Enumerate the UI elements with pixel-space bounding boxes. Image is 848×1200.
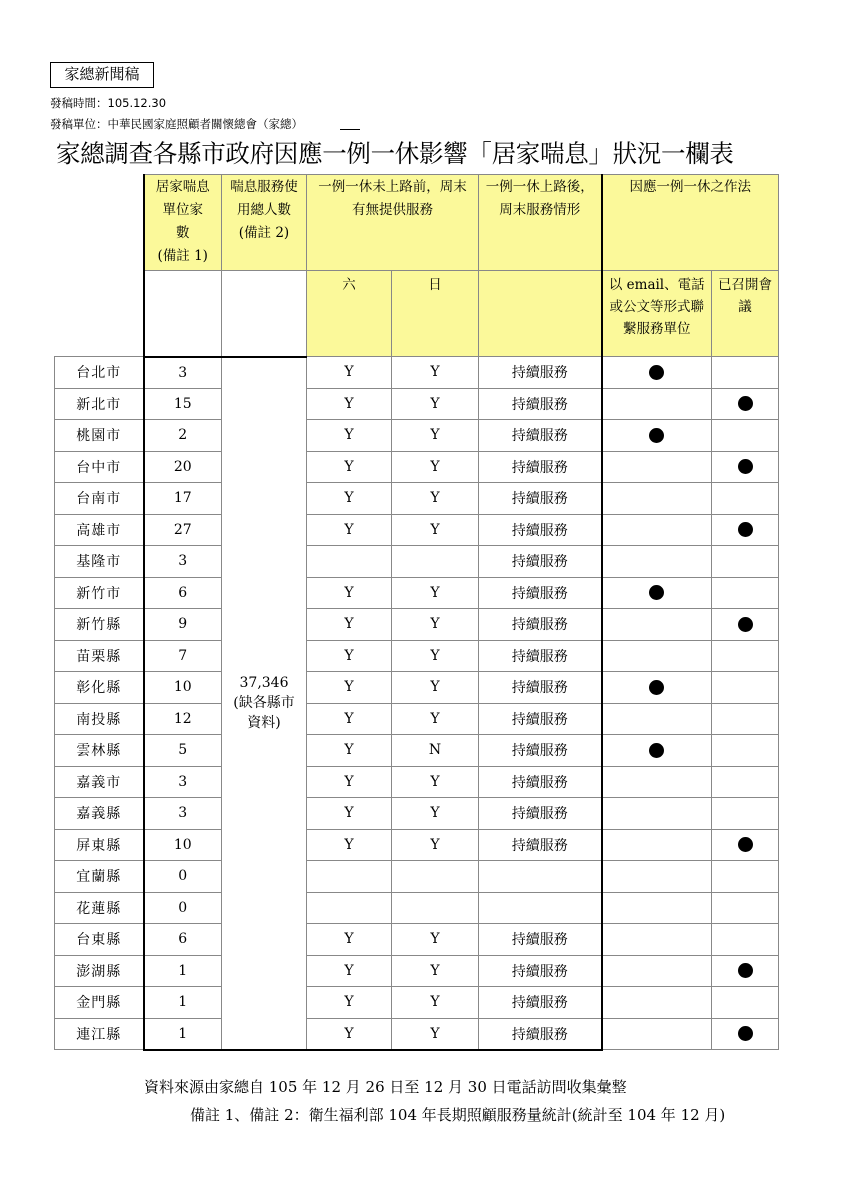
sunday-service: Y xyxy=(392,829,479,861)
meeting-cell xyxy=(712,924,779,956)
notify-cell xyxy=(602,483,712,515)
unit-count: 0 xyxy=(144,861,222,893)
issuer: 發稿單位：中華民國家庭照顧者關懷總會（家總） xyxy=(50,117,303,131)
unit-count: 6 xyxy=(144,924,222,956)
sunday-service: Y xyxy=(392,388,479,420)
header-users-total: 喘息服務使 用總人數 (備註 2) xyxy=(222,175,307,271)
after-service: 持續服務 xyxy=(479,483,602,515)
meeting-cell xyxy=(712,829,779,861)
unit-count: 10 xyxy=(144,829,222,861)
footer-source: 資料來源由家總自 105 年 12 月 26 日至 12 月 30 日電話訪問收集彙整 xyxy=(144,1078,627,1096)
after-service: 持續服務 xyxy=(479,357,602,389)
after-service: 持續服務 xyxy=(479,451,602,483)
header-after-sub xyxy=(479,271,602,357)
sunday-service: Y xyxy=(392,640,479,672)
unit-count: 3 xyxy=(144,798,222,830)
meeting-cell xyxy=(712,861,779,893)
bullet-dot-icon xyxy=(649,743,664,758)
saturday-service: Y xyxy=(307,514,392,546)
table-row xyxy=(55,861,779,893)
notify-cell xyxy=(602,577,712,609)
saturday-service: Y xyxy=(307,1018,392,1050)
after-service: 持續服務 xyxy=(479,420,602,452)
city-name: 基隆市 xyxy=(55,546,144,578)
saturday-service: Y xyxy=(307,640,392,672)
users-total-note-2: 資料) xyxy=(247,715,281,731)
table-row xyxy=(55,1018,779,1050)
users-total-note: (缺各縣市 xyxy=(233,695,295,711)
unit-count: 2 xyxy=(144,420,222,452)
city-name: 台中市 xyxy=(55,451,144,483)
table-row xyxy=(55,987,779,1019)
notify-cell xyxy=(602,955,712,987)
after-service xyxy=(479,861,602,893)
notify-cell xyxy=(602,798,712,830)
header-users-total-sub xyxy=(222,271,307,357)
after-service xyxy=(479,892,602,924)
table-row xyxy=(55,703,779,735)
notify-cell xyxy=(602,420,712,452)
press-release-tag: 家總新聞稿 xyxy=(50,62,154,88)
table-row xyxy=(55,357,779,389)
sunday-service xyxy=(392,892,479,924)
saturday-service: Y xyxy=(307,735,392,767)
notify-cell xyxy=(602,1018,712,1050)
city-name: 金門縣 xyxy=(55,987,144,1019)
meeting-cell xyxy=(712,672,779,704)
unit-count: 15 xyxy=(144,388,222,420)
sunday-service: Y xyxy=(392,577,479,609)
notify-cell xyxy=(602,609,712,641)
saturday-service xyxy=(307,546,392,578)
saturday-service: Y xyxy=(307,672,392,704)
unit-count: 6 xyxy=(144,577,222,609)
saturday-service: Y xyxy=(307,609,392,641)
users-total xyxy=(222,357,307,1050)
after-service: 持續服務 xyxy=(479,798,602,830)
header-meeting: 已召開會 議 xyxy=(712,271,779,357)
meeting-cell xyxy=(712,735,779,767)
notify-cell xyxy=(602,357,712,389)
unit-count: 9 xyxy=(144,609,222,641)
bullet-dot-icon xyxy=(738,522,753,537)
table-row xyxy=(55,672,779,704)
bullet-dot-icon xyxy=(649,428,664,443)
unit-count: 3 xyxy=(144,546,222,578)
header-blank-3 xyxy=(55,271,144,357)
unit-count: 3 xyxy=(144,766,222,798)
sunday-service: Y xyxy=(392,766,479,798)
table-row xyxy=(55,640,779,672)
table-row xyxy=(55,766,779,798)
table-row xyxy=(55,546,779,578)
city-name: 嘉義市 xyxy=(55,766,144,798)
meeting-cell xyxy=(712,892,779,924)
table-row xyxy=(55,451,779,483)
unit-count: 3 xyxy=(144,357,222,389)
bullet-dot-icon xyxy=(738,1026,753,1041)
unit-count: 17 xyxy=(144,483,222,515)
city-name: 苗栗縣 xyxy=(55,640,144,672)
sunday-service: Y xyxy=(392,357,479,389)
sunday-service: Y xyxy=(392,609,479,641)
after-service: 持續服務 xyxy=(479,672,602,704)
notify-cell xyxy=(602,892,712,924)
city-name: 新竹市 xyxy=(55,577,144,609)
saturday-service: Y xyxy=(307,388,392,420)
unit-count: 1 xyxy=(144,955,222,987)
header-unit-count-sub xyxy=(144,271,222,357)
after-service: 持續服務 xyxy=(479,546,602,578)
sunday-service: Y xyxy=(392,672,479,704)
city-name: 新竹縣 xyxy=(55,609,144,641)
sunday-service: Y xyxy=(392,451,479,483)
table-row xyxy=(55,420,779,452)
saturday-service: Y xyxy=(307,357,392,389)
survey-table xyxy=(54,174,779,1051)
city-name: 彰化縣 xyxy=(55,672,144,704)
table-row xyxy=(55,924,779,956)
sunday-service: Y xyxy=(392,420,479,452)
notify-cell xyxy=(602,388,712,420)
meeting-cell xyxy=(712,640,779,672)
city-name: 桃園市 xyxy=(55,420,144,452)
notify-cell xyxy=(602,924,712,956)
unit-count: 12 xyxy=(144,703,222,735)
unit-count: 1 xyxy=(144,1018,222,1050)
meeting-cell xyxy=(712,1018,779,1050)
notify-cell xyxy=(602,451,712,483)
saturday-service: Y xyxy=(307,798,392,830)
after-service: 持續服務 xyxy=(479,388,602,420)
sunday-service: Y xyxy=(392,483,479,515)
saturday-service: Y xyxy=(307,420,392,452)
bullet-dot-icon xyxy=(649,585,664,600)
footer-note: 備註 1、備註 2：衛生福利部 104 年長期照顧服務量統計(統計至 104 年 12 月) xyxy=(190,1106,726,1124)
meeting-cell xyxy=(712,577,779,609)
bullet-dot-icon xyxy=(738,617,753,632)
after-service: 持續服務 xyxy=(479,640,602,672)
meeting-cell xyxy=(712,546,779,578)
meeting-cell xyxy=(712,703,779,735)
saturday-service: Y xyxy=(307,703,392,735)
table-row xyxy=(55,514,779,546)
meeting-cell xyxy=(712,451,779,483)
notify-cell xyxy=(602,546,712,578)
saturday-service xyxy=(307,861,392,893)
table-row xyxy=(55,577,779,609)
issuer-underline xyxy=(340,129,360,130)
bullet-dot-icon xyxy=(738,459,753,474)
table-row xyxy=(55,483,779,515)
city-name: 台東縣 xyxy=(55,924,144,956)
sunday-service: Y xyxy=(392,924,479,956)
meeting-cell xyxy=(712,514,779,546)
after-service: 持續服務 xyxy=(479,514,602,546)
sunday-service: N xyxy=(392,735,479,767)
header-unit-count: 居家喘息 單位家 數 (備註 1) xyxy=(144,175,222,271)
unit-count: 1 xyxy=(144,987,222,1019)
table-row xyxy=(55,798,779,830)
table-row xyxy=(55,955,779,987)
header-sunday: 日 xyxy=(392,271,479,357)
city-name: 新北市 xyxy=(55,388,144,420)
meeting-cell xyxy=(712,357,779,389)
saturday-service: Y xyxy=(307,987,392,1019)
after-service: 持續服務 xyxy=(479,577,602,609)
city-name: 高雄市 xyxy=(55,514,144,546)
header-saturday: 六 xyxy=(307,271,392,357)
after-service: 持續服務 xyxy=(479,1018,602,1050)
city-name: 南投縣 xyxy=(55,703,144,735)
after-service: 持續服務 xyxy=(479,735,602,767)
saturday-service: Y xyxy=(307,577,392,609)
header-notify: 以 email、電話 或公文等形式聯 繫服務單位 xyxy=(602,271,712,357)
bullet-dot-icon xyxy=(649,365,664,380)
saturday-service: Y xyxy=(307,451,392,483)
city-name: 雲林縣 xyxy=(55,735,144,767)
after-service: 持續服務 xyxy=(479,987,602,1019)
city-name: 嘉義縣 xyxy=(55,798,144,830)
sunday-service: Y xyxy=(392,987,479,1019)
meeting-cell xyxy=(712,987,779,1019)
saturday-service: Y xyxy=(307,483,392,515)
header-response: 因應一例一休之作法 xyxy=(602,175,779,271)
sunday-service: Y xyxy=(392,703,479,735)
city-name: 澎湖縣 xyxy=(55,955,144,987)
header-blank xyxy=(55,175,144,223)
unit-count: 5 xyxy=(144,735,222,767)
sunday-service: Y xyxy=(392,514,479,546)
table-row xyxy=(55,609,779,641)
after-service: 持續服務 xyxy=(479,766,602,798)
sunday-service xyxy=(392,546,479,578)
table-row xyxy=(55,892,779,924)
after-service: 持續服務 xyxy=(479,609,602,641)
table-row xyxy=(55,388,779,420)
after-service: 持續服務 xyxy=(479,955,602,987)
meeting-cell xyxy=(712,609,779,641)
saturday-service: Y xyxy=(307,924,392,956)
meeting-cell xyxy=(712,483,779,515)
notify-cell xyxy=(602,987,712,1019)
meeting-cell xyxy=(712,420,779,452)
notify-cell xyxy=(602,672,712,704)
notify-cell xyxy=(602,829,712,861)
after-service: 持續服務 xyxy=(479,924,602,956)
saturday-service: Y xyxy=(307,955,392,987)
header-before-weekend: 一例一休未上路前，周末 有無提供服務 xyxy=(307,175,479,271)
notify-cell xyxy=(602,735,712,767)
after-service: 持續服務 xyxy=(479,829,602,861)
after-service: 持續服務 xyxy=(479,703,602,735)
meeting-cell xyxy=(712,388,779,420)
unit-count: 10 xyxy=(144,672,222,704)
saturday-service: Y xyxy=(307,829,392,861)
city-name: 花蓮縣 xyxy=(55,892,144,924)
notify-cell xyxy=(602,640,712,672)
city-name: 台南市 xyxy=(55,483,144,515)
city-name: 台北市 xyxy=(55,357,144,389)
bullet-dot-icon xyxy=(738,396,753,411)
meeting-cell xyxy=(712,766,779,798)
header-blank-2 xyxy=(55,223,144,271)
saturday-service: Y xyxy=(307,766,392,798)
bullet-dot-icon xyxy=(738,837,753,852)
notify-cell xyxy=(602,766,712,798)
users-total-value: 37,346 xyxy=(239,675,289,691)
bullet-dot-icon xyxy=(738,963,753,978)
unit-count: 0 xyxy=(144,892,222,924)
table-row xyxy=(55,735,779,767)
table-row xyxy=(55,829,779,861)
bullet-dot-icon xyxy=(649,680,664,695)
meeting-cell xyxy=(712,798,779,830)
issue-time: 發稿時間：105.12.30 xyxy=(50,96,167,110)
sunday-service: Y xyxy=(392,955,479,987)
header-after-weekend: 一例一休上路後， 周末服務情形 xyxy=(479,175,602,271)
sunday-service: Y xyxy=(392,798,479,830)
sunday-service: Y xyxy=(392,1018,479,1050)
city-name: 宜蘭縣 xyxy=(55,861,144,893)
unit-count: 20 xyxy=(144,451,222,483)
unit-count: 7 xyxy=(144,640,222,672)
meeting-cell xyxy=(712,955,779,987)
city-name: 連江縣 xyxy=(55,1018,144,1050)
saturday-service xyxy=(307,892,392,924)
sunday-service xyxy=(392,861,479,893)
city-name: 屏東縣 xyxy=(55,829,144,861)
page-title: 家總調查各縣市政府因應一例一休影響「居家喘息」狀況一欄表 xyxy=(56,139,734,168)
notify-cell xyxy=(602,703,712,735)
unit-count: 27 xyxy=(144,514,222,546)
notify-cell xyxy=(602,861,712,893)
notify-cell xyxy=(602,514,712,546)
